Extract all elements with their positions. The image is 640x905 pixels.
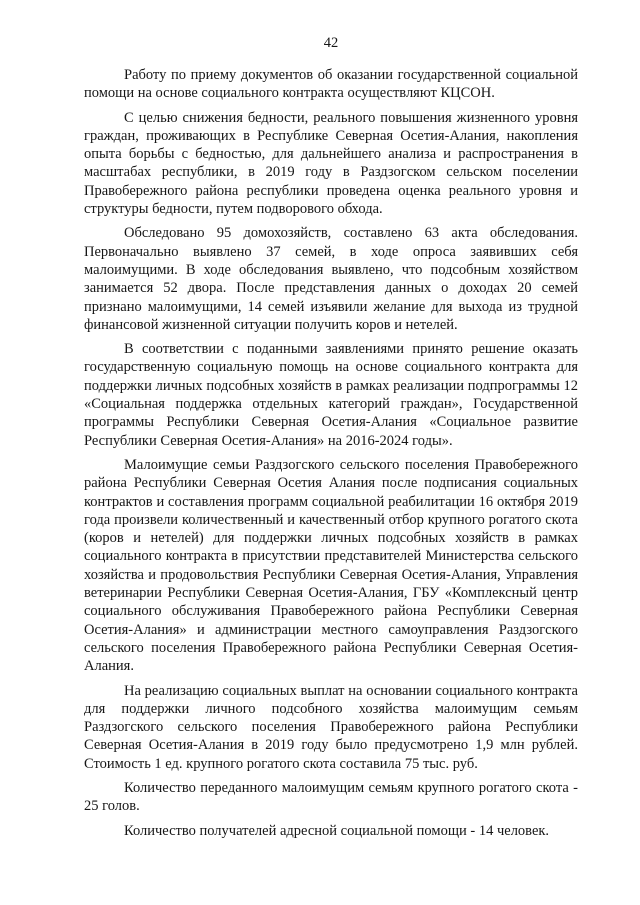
paragraph-decision: В соответствии с поданными заявлениями принято решение оказать государственную социальную помощь на основе социального контракта для поддержки личных подсобных хозяйств в рамках реализации подпрограммы 12 «Социальная поддержка отдельных категорий граждан», Государственной программы Республики Северная Осетия-Алания «Социальное развитие Республики Северная Осетия-Алания» на 2016-2024 годы». [84, 341, 578, 449]
page-number: 42 [323, 35, 339, 51]
paragraph-poverty-assessment: С целью снижения бедности, реального повышения жизненного уровня граждан, проживающих в Республике Северная Осетия-Алания, накопления опыта борьбы с бедностью, для дальнейшего анализа и распространения в масштабах республики, в 2019 году в Раздзогском сельском поселении Правобережного района республики проведена оценка реального уровня и структуры бедности, путем подворового обхода. [84, 109, 578, 218]
paragraph-livestock-count: Количество переданного малоимущим семьям крупного рогатого скота - 25 голов. [84, 779, 578, 815]
paragraph-funding: На реализацию социальных выплат на основании социального контракта для поддержки личного подсобного хозяйства малоимущим семьям Раздзогского сельского поселения Правобережного района Республики Северная Осетия-Алания в 2019 году было предусмотрено 1,9 млн рублей. Стоимость 1 ед. крупного рогатого скота составила 75 тыс. руб. [84, 682, 578, 772]
paragraph-livestock-selection: Малоимущие семьи Раздзогского сельского поселения Правобережного района Республики Северная Осетия Алания после подписания социальных контрактов и составления программ социальной реабилитации 16 октября 2019 года произвели количественный и качественный отбор крупного рогатого скота (коров и нетелей) для поддержки личных подсобных хозяйств в рамках социального контракта в присутствии представителей Министерства сельского хозяйства и продовольствия Республики Северная Осетия-Алания, Управления ветеринарии Республики Северная Осетия-Алания, ГБУ «Комплексный центр социального обслуживания Правобережного района Республики Северная Осетия-Алания» и администрации местного самоуправления Раздзогского сельского поселения Правобережного района Республики Северная Осетия-Алания. [84, 456, 578, 675]
paragraph-documents-acceptance: Работу по приему документов об оказании государственной социальной помощи на основе социального контракта осуществляют КЦСОН. [84, 67, 578, 102]
paragraph-recipients-count: Количество получателей адресной социальной помощи - 14 человек. [124, 822, 550, 839]
paragraph-survey-results: Обследовано 95 домохозяйств, составлено 63 акта обследования. Первоначально выявлено 37 семей, в ходе опроса заявивших себя малоимущими. В ходе обследования выявлено, что подсобным хозяйством занимается 52 двора. После представления данных о доходах 20 семей признано малоимущими, 14 семей изъявили желание для выхода из трудной финансовой жизненной ситуации получить коров и нетелей. [84, 225, 578, 333]
